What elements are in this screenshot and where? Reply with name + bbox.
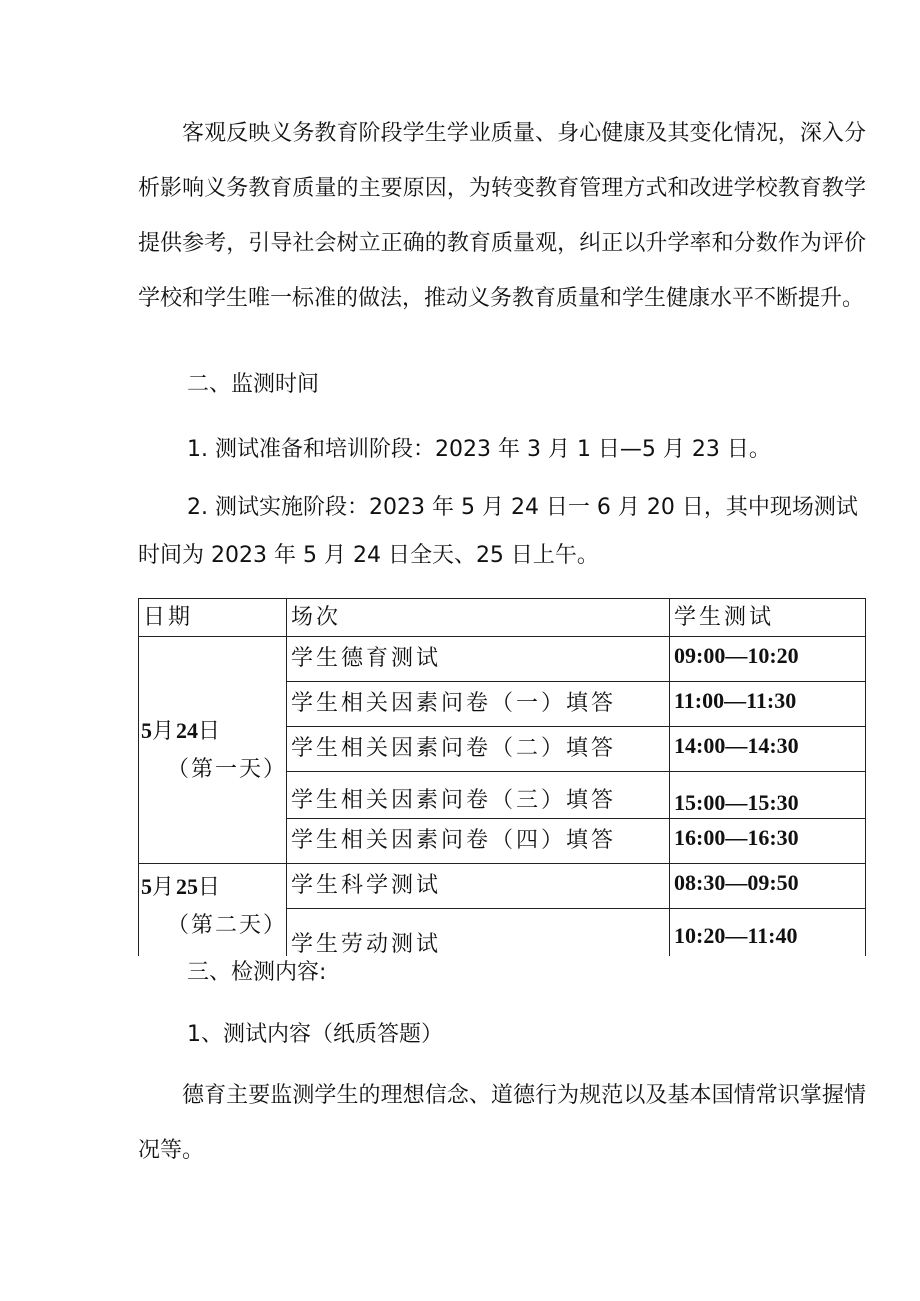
time-cell: 15:00—15:30 xyxy=(670,772,866,819)
section3-item1: 1、测试内容（纸质答题） xyxy=(187,1022,443,1047)
section2-item1: 1. 测试准备和培训阶段：2023 年 3 月 1 日—5 月 23 日。 xyxy=(187,437,771,462)
day1-note: （第一天） xyxy=(167,756,288,782)
time-cell: 09:00—10:20 xyxy=(670,637,866,682)
day2-note: （第二天） xyxy=(167,913,288,938)
time-cell: 10:20—11:40 xyxy=(670,909,866,957)
section2-heading: 二、监测时间 xyxy=(187,372,320,397)
section2-item2-line2: 时间为 2023 年 5 月 24 日全天、25 日上午。 xyxy=(138,543,599,568)
table-row xyxy=(139,637,866,682)
session-cell: 学生相关因素问卷（三）填答 xyxy=(287,772,670,819)
time-cell: 08:30—09:50 xyxy=(670,864,866,909)
header-date: 日期 xyxy=(139,599,287,637)
table-header-row xyxy=(139,599,866,637)
session-cell: 学生相关因素问卷（一）填答 xyxy=(287,682,670,727)
header-test: 学生测试 xyxy=(670,599,866,637)
session-cell: 学生德育测试 xyxy=(287,637,670,682)
header-session: 场次 xyxy=(287,599,670,637)
time-cell: 16:00—16:30 xyxy=(670,819,866,864)
session-cell: 学生相关因素问卷（四）填答 xyxy=(287,819,670,864)
session-cell: 学生劳动测试 xyxy=(287,909,670,957)
table-row xyxy=(139,864,866,909)
session-cell: 学生科学测试 xyxy=(287,864,670,909)
day2-date-cell: 5月25日 （第二天） xyxy=(139,864,287,957)
day1-date-cell: 5月24日 （第一天） xyxy=(139,637,287,864)
time-cell: 14:00—14:30 xyxy=(670,727,866,772)
section3-heading: 三、检测内容: xyxy=(187,960,327,985)
section2-item2-line1: 2. 测试实施阶段：2023 年 5 月 24 日一 6 月 20 日，其中现场测试 xyxy=(187,495,858,520)
intro-paragraph: 客观反映义务教育阶段学生学业质量、身心健康及其变化情况，深入分析影响义务教育质量的主要原因，为转变教育管理方式和改进学校教育教学提供参考，引导社会树立正确的教育质量观，纠正以升学率和分数作为评价学校和学生唯一标准的做法，推动义务教育质量和学生健康水平不断提升。 xyxy=(138,121,866,311)
section3-paragraph: 德育主要监测学生的理想信念、道德行为规范以及基本国情常识掌握情况等。 xyxy=(138,1083,866,1163)
session-cell: 学生相关因素问卷（二）填答 xyxy=(287,727,670,772)
schedule-table xyxy=(138,598,866,956)
time-cell: 11:00—11:30 xyxy=(670,682,866,727)
